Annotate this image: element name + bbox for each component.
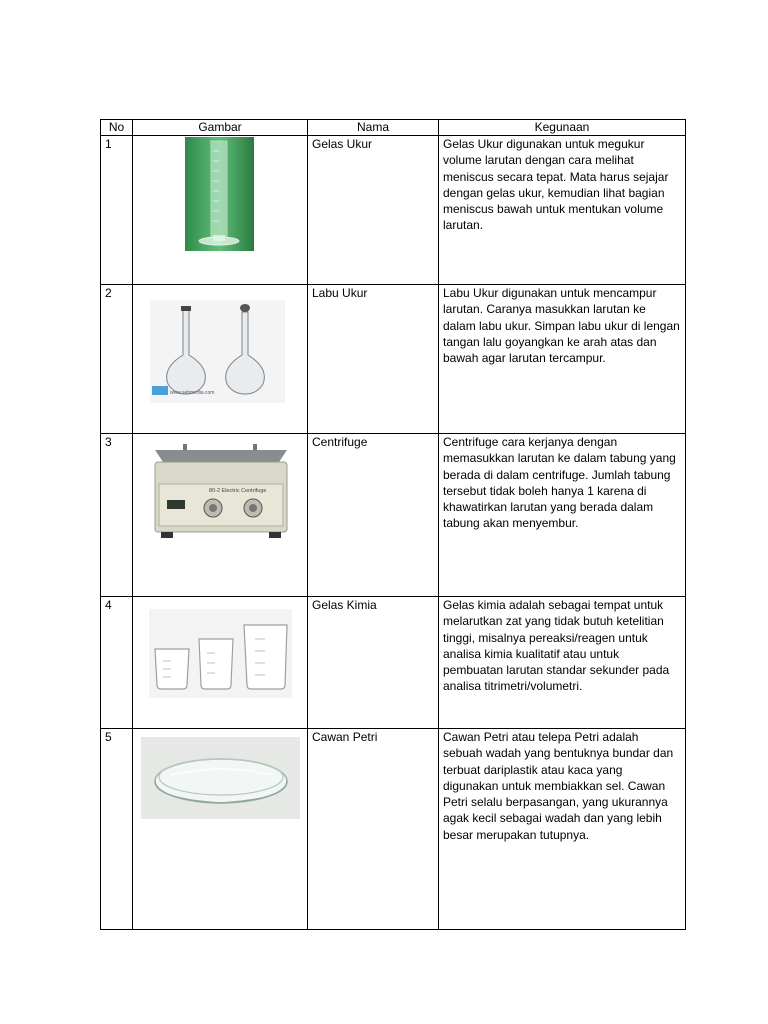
header-no: No bbox=[101, 120, 133, 136]
header-use: Kegunaan bbox=[439, 120, 686, 136]
row-use: Gelas kimia adalah sebagai tempat untuk melarutkan zat yang tidak butuh ketelitian tinggi, misalnya pereaksi/reagen untuk analisa kimia kualitatif atau untuk pembuatan larutan standar sekunder pada analisa titrimetri/volumetri. bbox=[439, 597, 686, 729]
table-row bbox=[101, 434, 686, 597]
row-image bbox=[133, 729, 308, 930]
volumetric-flask-icon bbox=[150, 300, 285, 403]
row-use: Labu Ukur digunakan untuk mencampur larutan. Caranya masukkan larutan ke dalam labu ukur. Simpan labu ukur di lengan tangan lalu goyangkan ke arah atas dan bawah agar larutan tercampur. bbox=[439, 285, 686, 434]
row-number: 2 bbox=[101, 285, 133, 434]
table-row bbox=[101, 729, 686, 930]
row-name: Gelas Ukur bbox=[308, 136, 439, 285]
row-number: 1 bbox=[101, 136, 133, 285]
petri-dish-icon bbox=[141, 737, 300, 819]
row-number: 5 bbox=[101, 729, 133, 930]
equipment-table bbox=[100, 119, 686, 930]
row-use: Gelas Ukur digunakan untuk megukur volume larutan dengan cara melihat meniscus secara tepat. Mata harus sejajar dengan gelas ukur, kemudian lihat bagian meniscus bawah untuk mentukan volume larutan. bbox=[439, 136, 686, 285]
row-number: 4 bbox=[101, 597, 133, 729]
row-name: Centrifuge bbox=[308, 434, 439, 597]
row-image bbox=[133, 434, 308, 597]
row-image bbox=[133, 285, 308, 434]
flask-watermark: www.sebmedia.com bbox=[170, 390, 215, 396]
table-row bbox=[101, 136, 686, 285]
table-row bbox=[101, 285, 686, 434]
row-image bbox=[133, 136, 308, 285]
table-header-row bbox=[101, 120, 686, 136]
graduated-cylinder-icon bbox=[185, 137, 254, 251]
row-use: Cawan Petri atau telepa Petri adalah sebuah wadah yang bentuknya bundar dan terbuat dariplastik atau kaca yang digunakan untuk membiakkan sel. Cawan Petri selalu berpasangan, yang ukurannya agak kecil sebagai wadah dan yang lebih besar merupakan tutupnya. bbox=[439, 729, 686, 930]
row-name: Labu Ukur bbox=[308, 285, 439, 434]
header-image: Gambar bbox=[133, 120, 308, 136]
beaker-icon bbox=[149, 609, 292, 698]
row-name: Cawan Petri bbox=[308, 729, 439, 930]
table-row bbox=[101, 597, 686, 729]
centrifuge-icon bbox=[153, 442, 289, 541]
row-use: Centrifuge cara kerjanya dengan memasukkan larutan ke dalam tabung yang berada di dalam centrifuge. Jumlah tabung tersebut tidak boleh hanya 1 karena di khawatirkan larutan yang berada dalam tabung akan menyembur. bbox=[439, 434, 686, 597]
row-image bbox=[133, 597, 308, 729]
row-number: 3 bbox=[101, 434, 133, 597]
header-name: Nama bbox=[308, 120, 439, 136]
row-name: Gelas Kimia bbox=[308, 597, 439, 729]
centrifuge-label: 80-2 Electric Centrifuge bbox=[209, 488, 267, 494]
